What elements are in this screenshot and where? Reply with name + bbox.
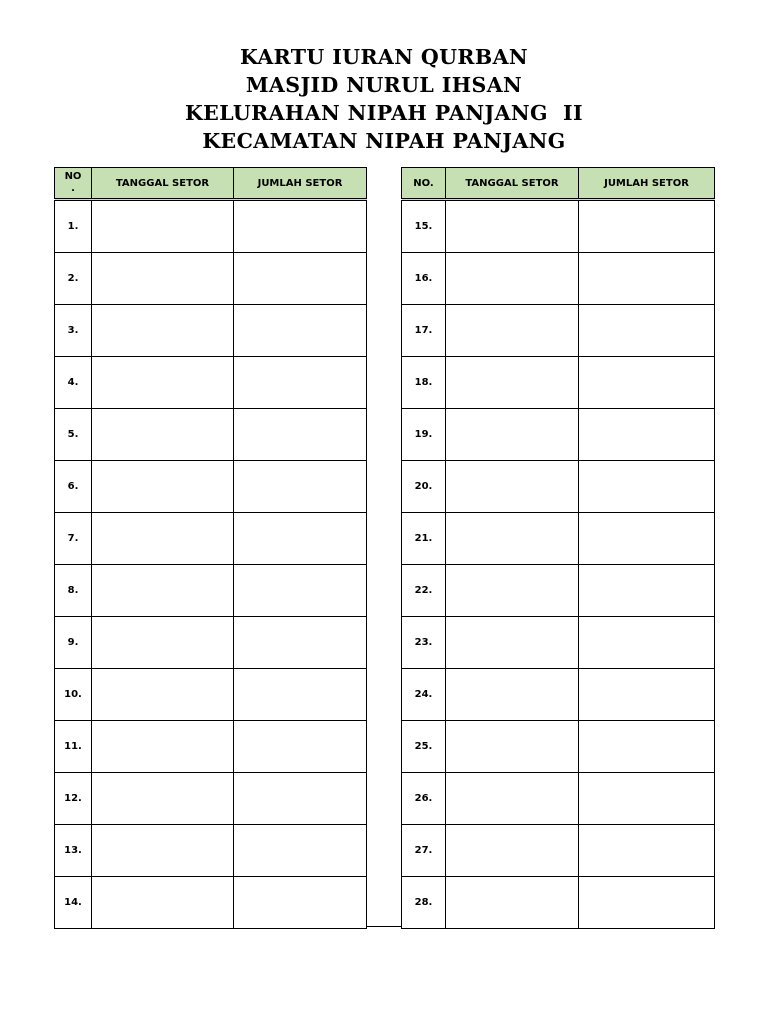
row-number: 16. <box>402 253 446 305</box>
row-number: 28. <box>402 877 446 929</box>
table-header-row <box>402 168 715 200</box>
title-line-4: KECAMATAN NIPAH PANJANG <box>202 129 566 153</box>
row-number: 12. <box>55 773 92 825</box>
table-row <box>402 357 715 409</box>
row-number: 19. <box>402 409 446 461</box>
table-header-row <box>55 168 367 200</box>
header-no-label: NO <box>64 171 82 182</box>
jumlah-setor-cell[interactable] <box>579 773 715 825</box>
tanggal-setor-cell[interactable] <box>92 773 234 825</box>
table-row <box>55 357 367 409</box>
table-row <box>55 825 367 877</box>
tanggal-setor-cell[interactable] <box>446 565 579 617</box>
row-number: 2. <box>55 253 92 305</box>
header-no: NO. <box>402 168 446 200</box>
row-number: 15. <box>402 200 446 253</box>
tanggal-setor-cell[interactable] <box>92 357 234 409</box>
row-number: 5. <box>55 409 92 461</box>
header-tanggal-setor: TANGGAL SETOR <box>446 168 579 200</box>
row-number: 6. <box>55 461 92 513</box>
table-row <box>55 773 367 825</box>
table-row <box>402 617 715 669</box>
left-payment-table <box>54 167 367 929</box>
jumlah-setor-cell[interactable] <box>579 877 715 929</box>
row-number: 25. <box>402 721 446 773</box>
table-row <box>55 721 367 773</box>
row-number: 17. <box>402 305 446 357</box>
row-number: 1. <box>55 200 92 253</box>
jumlah-setor-cell[interactable] <box>234 357 367 409</box>
jumlah-setor-cell[interactable] <box>579 200 715 253</box>
tanggal-setor-cell[interactable] <box>446 461 579 513</box>
tanggal-setor-cell[interactable] <box>446 513 579 565</box>
table-row <box>402 669 715 721</box>
row-number: 3. <box>55 305 92 357</box>
table-row <box>55 305 367 357</box>
table-row <box>402 305 715 357</box>
tanggal-setor-cell[interactable] <box>446 305 579 357</box>
table-row <box>402 461 715 513</box>
header-no-dot: . <box>71 183 75 194</box>
row-number: 24. <box>402 669 446 721</box>
tanggal-setor-cell[interactable] <box>446 617 579 669</box>
table-row <box>402 409 715 461</box>
tanggal-setor-cell[interactable] <box>446 409 579 461</box>
header-jumlah-setor: JUMLAH SETOR <box>234 168 367 200</box>
table-row <box>402 773 715 825</box>
table-row <box>402 565 715 617</box>
jumlah-setor-cell[interactable] <box>234 513 367 565</box>
header-tanggal-setor: TANGGAL SETOR <box>92 168 234 200</box>
jumlah-setor-cell[interactable] <box>234 669 367 721</box>
title-line-3: KELURAHAN NIPAH PANJANG II <box>184 101 584 125</box>
jumlah-setor-cell[interactable] <box>579 461 715 513</box>
row-number: 7. <box>55 513 92 565</box>
jumlah-setor-cell[interactable] <box>579 305 715 357</box>
jumlah-setor-cell[interactable] <box>234 305 367 357</box>
row-number: 21. <box>402 513 446 565</box>
jumlah-setor-cell[interactable] <box>579 721 715 773</box>
tanggal-setor-cell[interactable] <box>92 617 234 669</box>
table-row <box>55 200 367 253</box>
header-no <box>55 168 92 200</box>
title-line-2: MASJID NURUL IHSAN <box>245 73 523 97</box>
right-payment-table <box>401 167 715 929</box>
jumlah-setor-cell[interactable] <box>579 357 715 409</box>
jumlah-setor-cell[interactable] <box>234 253 367 305</box>
row-number: 8. <box>55 565 92 617</box>
table-row <box>402 825 715 877</box>
table-row <box>402 513 715 565</box>
table-row <box>55 565 367 617</box>
row-number: 22. <box>402 565 446 617</box>
tanggal-setor-cell[interactable] <box>446 825 579 877</box>
jumlah-setor-cell[interactable] <box>234 773 367 825</box>
tanggal-setor-cell[interactable] <box>92 669 234 721</box>
tanggal-setor-cell[interactable] <box>446 721 579 773</box>
tanggal-setor-cell[interactable] <box>446 877 579 929</box>
tanggal-setor-cell[interactable] <box>446 773 579 825</box>
tanggal-setor-cell[interactable] <box>92 305 234 357</box>
row-number: 20. <box>402 461 446 513</box>
tanggal-setor-cell[interactable] <box>92 513 234 565</box>
tanggal-setor-cell[interactable] <box>92 721 234 773</box>
tanggal-setor-cell[interactable] <box>92 409 234 461</box>
jumlah-setor-cell[interactable] <box>234 200 367 253</box>
tanggal-setor-cell[interactable] <box>92 461 234 513</box>
tanggal-setor-cell[interactable] <box>446 200 579 253</box>
table-row <box>402 253 715 305</box>
jumlah-setor-cell[interactable] <box>579 669 715 721</box>
jumlah-setor-cell[interactable] <box>579 565 715 617</box>
row-number: 11. <box>55 721 92 773</box>
row-number: 9. <box>55 617 92 669</box>
row-number: 14. <box>55 877 92 929</box>
row-number: 4. <box>55 357 92 409</box>
table-row <box>55 253 367 305</box>
table-row <box>55 617 367 669</box>
row-number: 13. <box>55 825 92 877</box>
jumlah-setor-cell[interactable] <box>579 513 715 565</box>
card-title <box>0 43 768 155</box>
row-number: 10. <box>55 669 92 721</box>
jumlah-setor-cell[interactable] <box>234 409 367 461</box>
row-number: 27. <box>402 825 446 877</box>
table-row <box>402 721 715 773</box>
table-row <box>402 200 715 253</box>
tanggal-setor-cell[interactable] <box>92 253 234 305</box>
tanggal-setor-cell[interactable] <box>92 200 234 253</box>
tanggal-setor-cell[interactable] <box>92 565 234 617</box>
table-row <box>55 669 367 721</box>
jumlah-setor-cell[interactable] <box>234 461 367 513</box>
table-row <box>55 461 367 513</box>
row-number: 18. <box>402 357 446 409</box>
tanggal-setor-cell[interactable] <box>92 877 234 929</box>
jumlah-setor-cell[interactable] <box>234 721 367 773</box>
table-row <box>55 513 367 565</box>
jumlah-setor-cell[interactable] <box>579 825 715 877</box>
table-row <box>55 877 367 929</box>
header-jumlah-setor: JUMLAH SETOR <box>579 168 715 200</box>
row-number: 26. <box>402 773 446 825</box>
row-number: 23. <box>402 617 446 669</box>
table-gap <box>366 197 401 927</box>
jumlah-setor-cell[interactable] <box>579 617 715 669</box>
jumlah-setor-cell[interactable] <box>234 617 367 669</box>
jumlah-setor-cell[interactable] <box>579 253 715 305</box>
jumlah-setor-cell[interactable] <box>234 877 367 929</box>
table-row <box>402 877 715 929</box>
jumlah-setor-cell[interactable] <box>234 565 367 617</box>
tanggal-setor-cell[interactable] <box>446 253 579 305</box>
tanggal-setor-cell[interactable] <box>92 825 234 877</box>
title-line-1: KARTU IURAN QURBAN <box>239 45 529 69</box>
jumlah-setor-cell[interactable] <box>234 825 367 877</box>
tanggal-setor-cell[interactable] <box>446 669 579 721</box>
tanggal-setor-cell[interactable] <box>446 357 579 409</box>
table-row <box>55 409 367 461</box>
jumlah-setor-cell[interactable] <box>579 409 715 461</box>
